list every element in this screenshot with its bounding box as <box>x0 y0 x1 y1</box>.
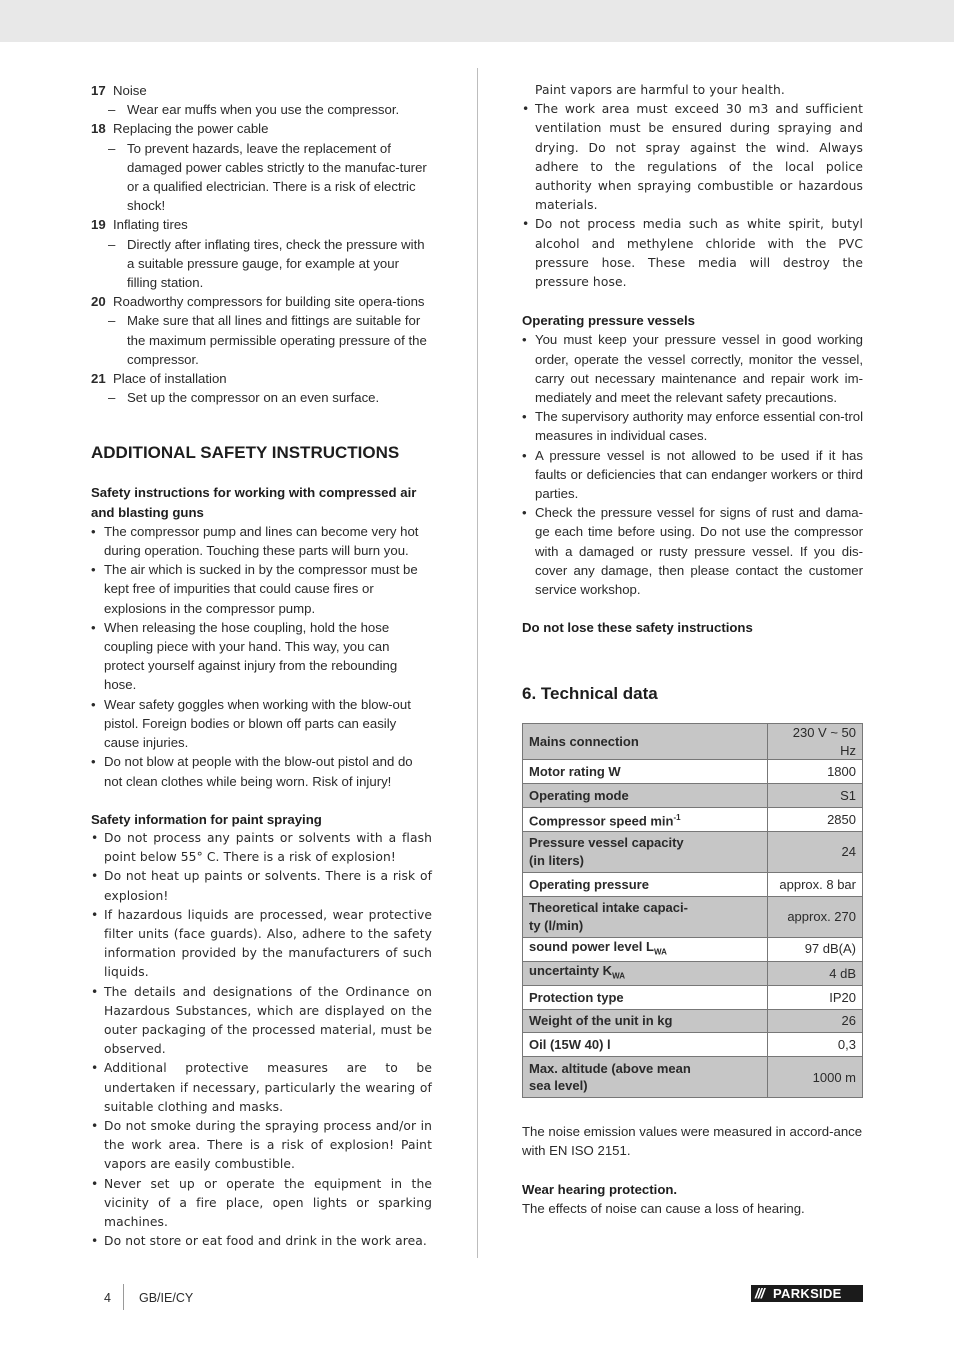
table-row: Oil (15W 40) l 0,3 <box>523 1033 863 1057</box>
country-codes: GB/IE/CY <box>139 1291 194 1305</box>
numbered-item-21: 21 Place of installation <box>91 371 227 387</box>
numbered-item-20: 20 Roadworthy compressors for building site opera-tions <box>91 294 425 310</box>
compressed-air-subheading: Safety instructions for working with compressed air and blasting guns <box>91 485 417 520</box>
list-item: • The air which is sucked in by the compressor must be kept free of impurities that could cause fires or explosions in the compressor pump. <box>91 562 418 616</box>
list-item: • Do not store or eat food and drink in the work area. <box>91 1234 427 1249</box>
list-item: • Do not heat up paints or solvents. There is a risk of explosion! <box>91 869 432 903</box>
logo-wordmark: PARKSIDE <box>773 1286 842 1301</box>
list-item: • If hazardous liquids are processed, wear protective filter units (face guards). Also, adhere to the safety information provided by the manufacturers of such liquids. <box>91 907 432 980</box>
numbered-item-18: 18 Replacing the power cable <box>91 121 269 137</box>
left-column <box>91 81 432 1251</box>
list-item: • Wear safety goggles when working with the blow-out pistol. Foreign bodies or blown off parts can easily cause injuries. <box>91 696 411 751</box>
logo-slashes-icon: /// <box>755 1285 764 1301</box>
technical-data-heading: 6. Technical data <box>522 684 658 704</box>
column-divider <box>477 68 478 1258</box>
paint-spraying-continued: Paint vapors are harmful to your health. • The work area must exceed 30 m3 and sufficient ventilation must be ensured during spraying and drying. Do not spray against the wind. Always adhere to the regulations of the local police authority when spraying combustible or hazardous materials. • Do not process media such as white spirit, butyl alcohol and methylene chloride with the PVC pressure hose. These media will destroy the pressure hose. <box>522 81 863 292</box>
table-row: Compressor speed $\min^{-1}$ 2850 <box>523 808 863 832</box>
list-item: • Never set up or operate the equipment in the vicinity of a fire place, open lights or sparking machines. <box>91 1176 432 1229</box>
list-item: • The work area must exceed 30 m3 and sufficient ventilation must be ensured during spraying and drying. Do not spray against the wind. Always adhere to the regulations of the local police authority when spraying combustible or hazardous materials. <box>522 102 863 213</box>
compressed-air-list <box>91 522 432 791</box>
parkside-logo <box>751 1285 863 1302</box>
list-item: • Do not smoke during the spraying process and/or in the work area. There is a risk of explosion! Paint vapors are easily combustible. <box>91 1118 432 1172</box>
table-row: Max. altitude (above mean sea level) 1000 m <box>523 1057 863 1098</box>
right-column <box>522 81 863 1218</box>
numbered-item-17: 17 Noise <box>91 83 147 98</box>
paint-spraying-list <box>91 829 432 1251</box>
list-item: • Additional protective measures are to be undertaken if necessary, particularly the wearing of suitable clothing and masks. <box>91 1061 432 1114</box>
numbered-item-19: 19 Inflating tires <box>91 217 188 233</box>
hearing-protection-heading: Wear hearing protection. <box>522 1181 678 1197</box>
keep-instructions-note: Do not lose these safety instructions <box>522 620 753 636</box>
table-row: Protection type IP20 <box>523 985 863 1009</box>
sub-item: – To prevent hazards, leave the replacement of damaged power cables strictly to the manufac-turer or a qualified electrician. There is a risk of electric shock! <box>108 140 427 214</box>
sub-item: – Set up the compressor on an even surface. <box>108 390 380 406</box>
pressure-vessels-list <box>522 330 863 599</box>
noise-emission-text: The noise emission values were measured in accord-ance with EN ISO 2151. <box>522 1124 863 1159</box>
technical-data-table <box>522 723 863 1098</box>
additional-safety-heading: ADDITIONAL SAFETY INSTRUCTIONS <box>91 443 400 463</box>
list-item: • Do not process any paints or solvents with a flash point below 55° C. There is a risk of explosion! <box>91 830 432 865</box>
list-item: • You must keep your pressure vessel in good working order, operate the vessel correctly, monitor the vessel, carry out necessary maintenance and repair work im-mediately and meet the relevant safety precautions. <box>522 332 863 406</box>
paint-spraying-subheading: Safety information for paint spraying <box>91 811 322 827</box>
list-item: • The details and designations of the Ordinance on Hazardous Substances, which are displayed on the outer packaging of the processed material, must be observed. <box>91 984 432 1057</box>
list-item: • Do not process media such as white spirit, butyl alcohol and methylene chloride with the PVC pressure hose. These media will destroy the pressure hose. <box>522 217 863 290</box>
table-row: Motor rating W 1800 <box>523 760 863 784</box>
table-row: Weight of the unit in kg 26 <box>523 1009 863 1033</box>
pressure-vessels-subheading: Operating pressure vessels <box>522 313 695 329</box>
list-item: • Check the pressure vessel for signs of rust and dama-ge each time before using. Do not use the compressor with a damaged or rusty pressure vessel. If you dis-cover any damage, then please contact the customer service workshop. <box>522 505 863 598</box>
table-row: Mains connection 230 V ~ 50 Hz <box>523 724 863 760</box>
sub-item: – Wear ear muffs when you use the compressor. <box>108 102 400 118</box>
table-row: Operating pressure approx. 8 bar <box>523 872 863 896</box>
list-item: • Do not blow at people with the blow-out pistol and do not clean clothes while being worn. Risk of injury! <box>91 754 413 789</box>
sub-item: – Make sure that all lines and fittings are suitable for the maximum permissible operating pressure of the compressor. <box>108 313 427 367</box>
list-item: • A pressure vessel is not allowed to be used if it has faults or deficiencies that can endanger workers or third parties. <box>522 447 863 502</box>
table-row: sound power level $L_{WA}$ 97 dB(A) <box>523 937 863 961</box>
hearing-protection-text: The effects of noise can cause a loss of hearing. <box>522 1200 805 1216</box>
top-bar <box>0 0 954 42</box>
table-row: uncertainty $K_{WA}$ 4 dB <box>523 961 863 985</box>
page-number: 4 <box>104 1291 111 1305</box>
sub-item: – Directly after inflating tires, check the pressure with a suitable pressure gauge, for example at your filling station. <box>108 236 425 291</box>
list-item: • The supervisory authority may enforce essential con-trol measures in individual cases. <box>522 409 863 444</box>
footer-divider <box>123 1284 124 1310</box>
list-item: • The compressor pump and lines can become very hot during operation. Touching these parts will burn you. <box>91 523 419 559</box>
table-row: Operating mode S1 <box>523 784 863 808</box>
table-row: Theoretical intake capaci- ty (l/min) approx. 270 <box>523 896 863 937</box>
table-row: Pressure vessel capacity (in liters) 24 <box>523 831 863 872</box>
list-item: • When releasing the hose coupling, hold the hose coupling piece with your hand. This way, you can protect yourself against injury from the rebounding hose. <box>91 619 398 693</box>
